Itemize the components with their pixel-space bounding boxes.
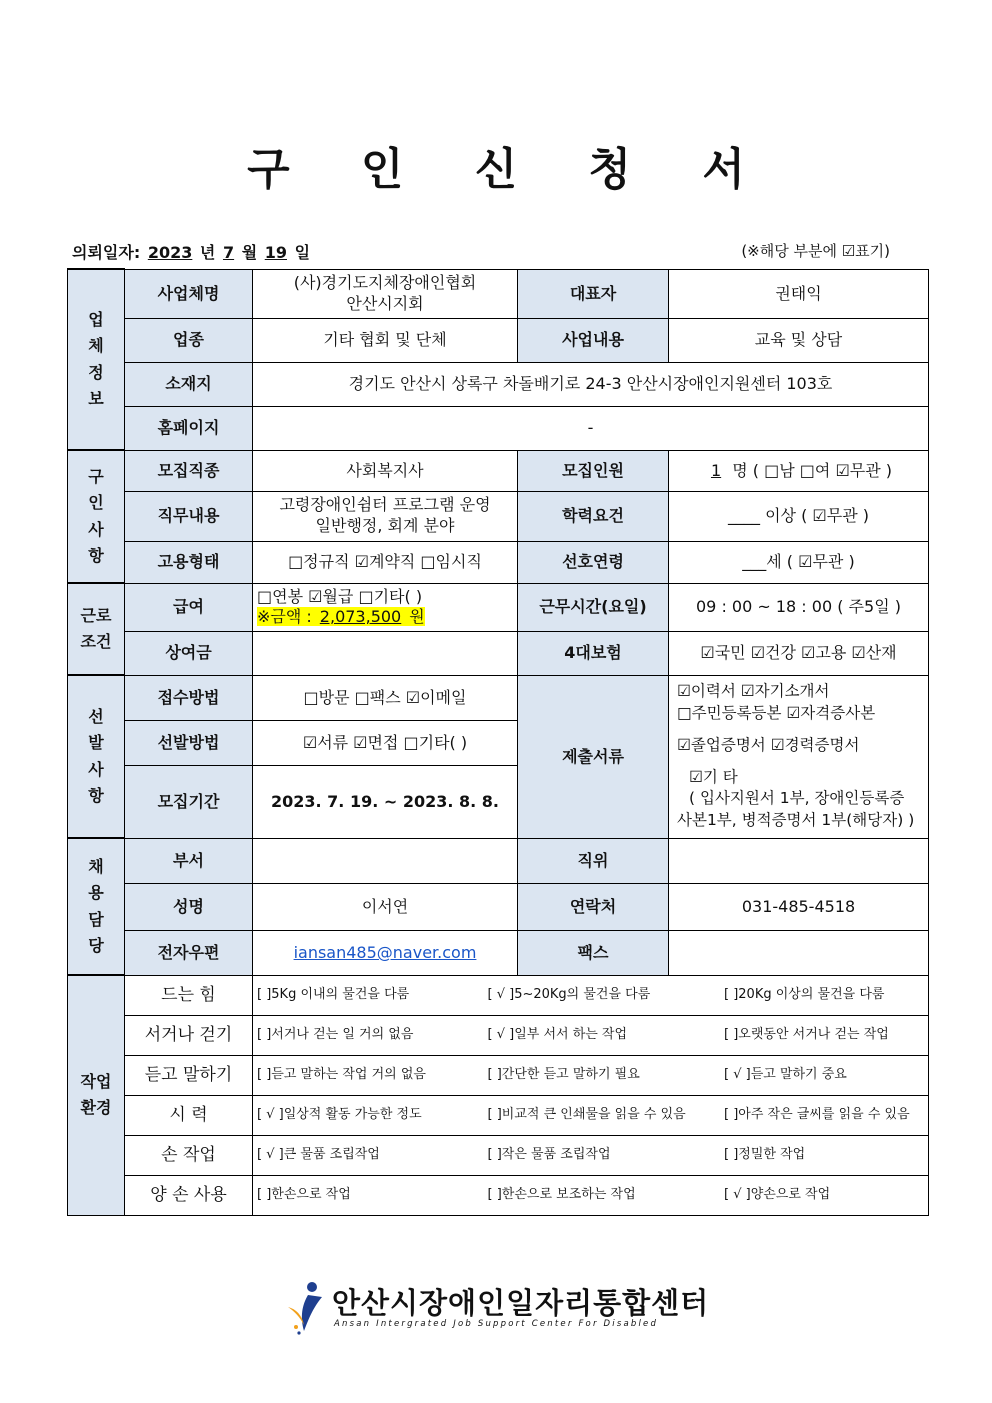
work-env-option: [ ]서거나 걷는 일 거의 없음: [257, 1026, 414, 1042]
address-label: 소재지: [125, 362, 253, 406]
email-cell: [253, 930, 518, 975]
work-env-option: [ √ ]듣고 말하기 중요: [724, 1066, 847, 1082]
section-job: 구 인 사 항: [68, 450, 125, 583]
page-title: 구 인 신 청 서: [247, 144, 773, 195]
education-label: 학력요건: [518, 491, 669, 541]
org-name: 안산시장애인일자리통합센터: [332, 1286, 710, 1320]
docs-line-2: □주민등록등본 ☑자격증사본: [677, 704, 876, 723]
insurance-label: 4대보험: [518, 631, 669, 675]
hours-value: 09 : 00 ~ 18 : 00 ( 주5일 ): [669, 583, 929, 631]
work-env-option: [ √ ]양손으로 작업: [724, 1186, 831, 1202]
email-label: 전자우편: [125, 930, 253, 975]
address-value: 경기도 안산시 상록구 차돌배기로 24-3 안산시장애인지원센터 103호: [253, 362, 929, 406]
application-form: [67, 268, 929, 1216]
dept-value: [253, 838, 518, 883]
period-value: 2023. 7. 19. ~ 2023. 8. 8.: [253, 765, 518, 838]
work-env-label: 드는 힘: [125, 975, 253, 1015]
work-env-option: [ √ ]큰 물품 조립작업: [257, 1146, 380, 1162]
person-swoosh-logo-icon: [286, 1281, 328, 1337]
phone-value: 031-485-4518: [669, 883, 929, 930]
work-env-options: [253, 1095, 929, 1135]
request-year: 2023: [147, 243, 193, 262]
work-env-label: 시 력: [125, 1095, 253, 1135]
email-link[interactable]: iansan485@naver.com: [293, 942, 477, 962]
work-env-option: [ √ ]일상적 활동 가능한 정도: [257, 1106, 422, 1122]
work-env-label: 손 작업: [125, 1135, 253, 1175]
receipt-value: □방문 □팩스 ☑이메일: [253, 675, 518, 720]
work-env-options: [253, 1055, 929, 1095]
work-env-option: [ ]비교적 큰 인쇄물을 읽을 수 있음: [487, 1106, 686, 1122]
industry-label: 업종: [125, 318, 253, 362]
work-env-option: [ ]아주 작은 글씨를 읽을 수 있음: [724, 1106, 910, 1122]
work-env-option: [ ]한손으로 보조하는 작업: [487, 1186, 636, 1202]
salary-label: 급여: [125, 583, 253, 631]
work-env-option: [ ]작은 물품 조립작업: [487, 1146, 611, 1162]
education-value: ____ 이상 ( ☑무관 ): [669, 491, 929, 541]
work-env-option: [ ]간단한 듣고 말하기 필요: [487, 1066, 640, 1082]
salary-value: [253, 583, 518, 631]
docs-line-5: ( 입사지원서 1부, 장애인등록증: [689, 789, 905, 808]
request-month-unit: 월: [241, 243, 258, 262]
section-company: 업 체 정 보: [68, 269, 125, 450]
homepage-value: -: [253, 406, 929, 450]
contact-name-value: 이서연: [253, 883, 518, 930]
insurance-value: ☑국민 ☑건강 ☑고용 ☑산재: [669, 631, 929, 675]
salary-type: □연봉 ☑월급 □기타( ): [257, 587, 423, 606]
salary-amount: 2,073,500: [312, 607, 409, 626]
job-title-value: [669, 838, 929, 883]
docs-line-3: ☑졸업증명서 ☑경력증명서: [677, 735, 860, 754]
headcount-gender: 명 ( □남 □여 ☑무관 ): [732, 460, 893, 480]
period-label: 모집기간: [125, 765, 253, 838]
headcount-number: 1: [710, 460, 722, 480]
fax-value: [669, 930, 929, 975]
docs-line-1: ☑이력서 ☑자기소개서: [677, 682, 830, 701]
company-name-label: 사업체명: [125, 269, 253, 318]
work-env-options: [253, 1135, 929, 1175]
section-contact: 채 용 담 당: [68, 838, 125, 975]
duties-value: 고령장애인쉼터 프로그램 운영 일반행정, 회계 분야: [253, 491, 518, 541]
work-env-options: [253, 1175, 929, 1215]
homepage-label: 홈페이지: [125, 406, 253, 450]
request-date: [72, 240, 310, 263]
receipt-label: 접수방법: [125, 675, 253, 720]
section-conditions: 근로 조건: [68, 583, 125, 675]
work-env-option: [ ]듣고 말하는 작업 거의 없음: [257, 1066, 426, 1082]
section-selection: 선 발 사 항: [68, 675, 125, 838]
method-value: ☑서류 ☑면접 □기타( ): [253, 720, 518, 765]
business-label: 사업내용: [518, 318, 669, 362]
headcount-label: 모집인원: [518, 450, 669, 491]
work-env-option: [ ]정밀한 작업: [724, 1146, 806, 1162]
work-env-label: 양 손 사용: [125, 1175, 253, 1215]
representative-label: 대표자: [518, 269, 669, 318]
request-month: 7: [222, 243, 235, 262]
job-title-label: 직위: [518, 838, 669, 883]
duties-label: 직무내용: [125, 491, 253, 541]
business-value: 교육 및 상담: [669, 318, 929, 362]
headcount-value: [669, 450, 929, 491]
industry-value: 기타 협회 및 단체: [253, 318, 518, 362]
position-label: 모집직종: [125, 450, 253, 491]
work-env-option: [ ]오랫동안 서거나 걷는 작업: [724, 1026, 889, 1042]
hours-label: 근무시간(요일): [518, 583, 669, 631]
position-value: 사회복지사: [253, 450, 518, 491]
bonus-value: [253, 631, 518, 675]
docs-line-6: 사본1부, 병적증명서 1부(해당자) ): [677, 810, 915, 829]
docs-line-4: ☑기 타: [689, 767, 738, 786]
section-work-env: 작업 환경: [68, 975, 125, 1215]
age-value: ___세 ( ☑무관 ): [669, 541, 929, 583]
method-label: 선발방법: [125, 720, 253, 765]
company-name-value: (사)경기도지체장애인협회 안산시지회: [253, 269, 518, 318]
salary-amount-prefix: ※금액 :: [257, 607, 312, 626]
employment-label: 고용형태: [125, 541, 253, 583]
work-env-option: [ ]20Kg 이상의 물건을 다룸: [724, 986, 885, 1002]
age-label: 선호연령: [518, 541, 669, 583]
phone-label: 연락처: [518, 883, 669, 930]
work-env-option: [ √ ]일부 서서 하는 작업: [487, 1026, 628, 1042]
documents-label: 제출서류: [518, 675, 669, 838]
work-env-options: [253, 1015, 929, 1055]
fax-label: 팩스: [518, 930, 669, 975]
request-day: 19: [264, 243, 287, 262]
org-subtitle: Ansan Intergrated Job Support Center For Disabled: [334, 1319, 659, 1329]
request-year-unit: 년: [199, 243, 216, 262]
work-env-option: [ ]한손으로 작업: [257, 1186, 351, 1202]
bonus-label: 상여금: [125, 631, 253, 675]
salary-amount-unit: 원: [409, 607, 425, 626]
dept-label: 부서: [125, 838, 253, 883]
work-env-label: 서거나 걷기: [125, 1015, 253, 1055]
work-env-options: [253, 975, 929, 1015]
work-env-label: 듣고 말하기: [125, 1055, 253, 1095]
documents-value: [669, 675, 929, 838]
marking-note: (※해당 부분에 ☑표기): [741, 242, 890, 260]
work-env-option: [ √ ]5~20Kg의 물건을 다룸: [487, 986, 651, 1002]
request-day-unit: 일: [294, 243, 311, 262]
representative-value: 권태익: [669, 269, 929, 318]
contact-name-label: 성명: [125, 883, 253, 930]
request-date-label: 의뢰일자:: [72, 243, 141, 262]
work-env-option: [ ]5Kg 이내의 물건을 다룸: [257, 986, 410, 1002]
employment-value: □정규직 ☑계약직 □임시직: [253, 541, 518, 583]
